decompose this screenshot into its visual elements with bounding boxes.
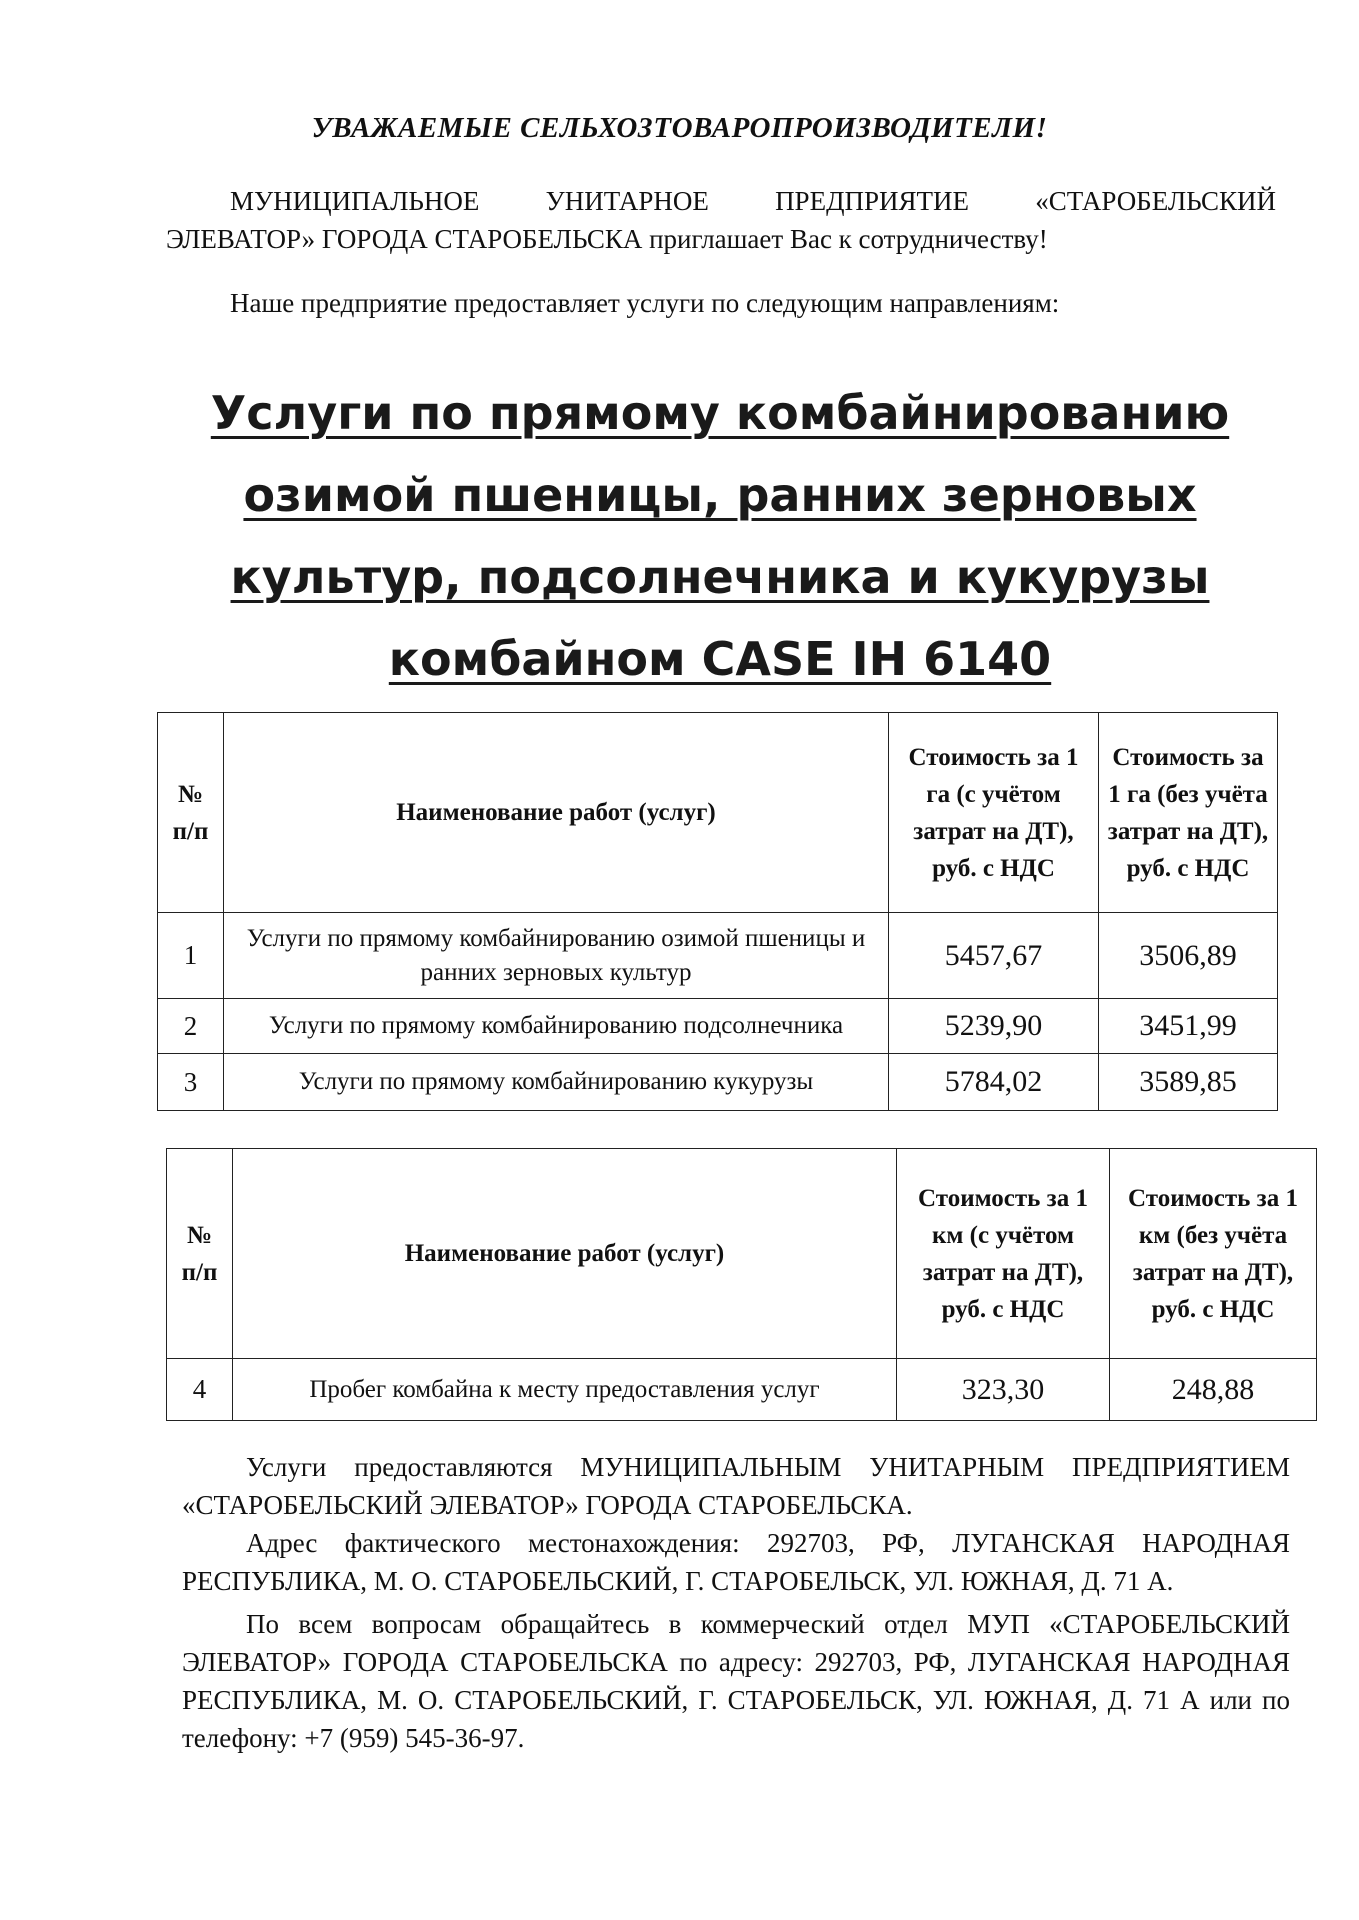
intro-word: ПРЕДПРИЯТИЕ <box>775 186 969 216</box>
intro-word: «СТАРОБЕЛЬСКИЙ <box>1035 186 1276 216</box>
provider-text: Услуги предоставляются МУНИЦИПАЛЬНЫМ УНИТАРНЫМ ПРЕДПРИЯТИЕМ «СТАРОБЕЛЬСКИЙ ЭЛЕВАТОР» ГОРОДА СТАРОБЕЛЬСКА. <box>182 1452 1290 1520</box>
intro-word: МУНИЦИПАЛЬНОЕ <box>230 186 480 216</box>
services-headline <box>150 372 1290 700</box>
headline-line-2: озимой пшеницы, ранних зерновых <box>243 468 1197 522</box>
row-name: Пробег комбайна к месту предоставления услуг <box>233 1359 897 1421</box>
services-intro: Наше предприятие предоставляет услуги по следующим направлениям: <box>230 288 1060 318</box>
address-text: Адрес фактического местонахождения: 292703, РФ, ЛУГАНСКАЯ НАРОДНАЯ РЕСПУБЛИКА, М. О. СТАРОБЕЛЬСКИЙ, Г. СТАРОБЕЛЬСК, УЛ. ЮЖНАЯ, Д. 71 А. <box>182 1528 1290 1596</box>
table-header-row <box>158 713 1278 913</box>
table-row <box>158 1054 1278 1111</box>
row-price-with-fuel: 323,30 <box>897 1359 1110 1421</box>
row-price-with-fuel: 5784,02 <box>889 1054 1099 1111</box>
intro-word: УНИТАРНОЕ <box>545 186 709 216</box>
intro-line-2: ЭЛЕВАТОР» ГОРОДА СТАРОБЕЛЬСКА приглашает Вас к сотрудничеству! <box>166 224 1048 254</box>
price-table-per-km <box>166 1148 1317 1421</box>
intro-line-1 <box>166 182 1276 220</box>
row-price-without-fuel: 248,88 <box>1110 1359 1317 1421</box>
provider-info <box>182 1448 1290 1600</box>
row-name: Услуги по прямому комбайнированию кукурузы <box>224 1054 889 1111</box>
row-price-with-fuel: 5239,90 <box>889 999 1099 1054</box>
intro-paragraph <box>166 182 1276 258</box>
table-row <box>158 999 1278 1054</box>
headline-line-1: Услуги по прямому комбайнированию <box>210 386 1230 440</box>
header-without-fuel: Стоимость за 1 га (без учёта затрат на ДТ), руб. с НДС <box>1099 713 1278 913</box>
header-num: № п/п <box>167 1149 233 1359</box>
header-without-fuel: Стоимость за 1 км (без учёта затрат на ДТ), руб. с НДС <box>1110 1149 1317 1359</box>
greeting-heading: УВАЖАЕМЫЕ СЕЛЬХОЗТОВАРОПРОИЗВОДИТЕЛИ! <box>311 112 1048 144</box>
row-price-without-fuel: 3451,99 <box>1099 999 1278 1054</box>
contact-text: По всем вопросам обращайтесь в коммерческий отдел МУП «СТАРОБЕЛЬСКИЙ ЭЛЕВАТОР» ГОРОДА СТАРОБЕЛЬСКА по адресу: 292703, РФ, ЛУГАНСКАЯ НАРОДНАЯ РЕСПУБЛИКА, М. О. СТАРОБЕЛЬСКИЙ, Г. СТАРОБЕЛЬСК, УЛ. ЮЖНАЯ, Д. 71 А или по телефону: +7 (959) 545-36-97. <box>182 1609 1290 1753</box>
row-price-without-fuel: 3506,89 <box>1099 913 1278 999</box>
row-num: 2 <box>158 999 224 1054</box>
table-header-row <box>167 1149 1317 1359</box>
header-name: Наименование работ (услуг) <box>233 1149 897 1359</box>
table-row <box>167 1359 1317 1421</box>
row-num: 1 <box>158 913 224 999</box>
contact-info <box>182 1605 1290 1757</box>
row-name: Услуги по прямому комбайнированию озимой пшеницы и ранних зерновых культур <box>224 913 889 999</box>
headline-line-3: культур, подсолнечника и кукурузы <box>230 550 1210 604</box>
row-name: Услуги по прямому комбайнированию подсолнечника <box>224 999 889 1054</box>
table-row <box>158 913 1278 999</box>
price-table-per-hectare <box>157 712 1278 1111</box>
header-name: Наименование работ (услуг) <box>224 713 889 913</box>
row-price-with-fuel: 5457,67 <box>889 913 1099 999</box>
header-with-fuel: Стоимость за 1 га (с учётом затрат на ДТ), руб. с НДС <box>889 713 1099 913</box>
row-num: 3 <box>158 1054 224 1111</box>
row-price-without-fuel: 3589,85 <box>1099 1054 1278 1111</box>
header-with-fuel: Стоимость за 1 км (с учётом затрат на ДТ), руб. с НДС <box>897 1149 1110 1359</box>
header-num: № п/п <box>158 713 224 913</box>
headline-line-4: комбайном CASE IH 6140 <box>388 632 1052 686</box>
row-num: 4 <box>167 1359 233 1421</box>
